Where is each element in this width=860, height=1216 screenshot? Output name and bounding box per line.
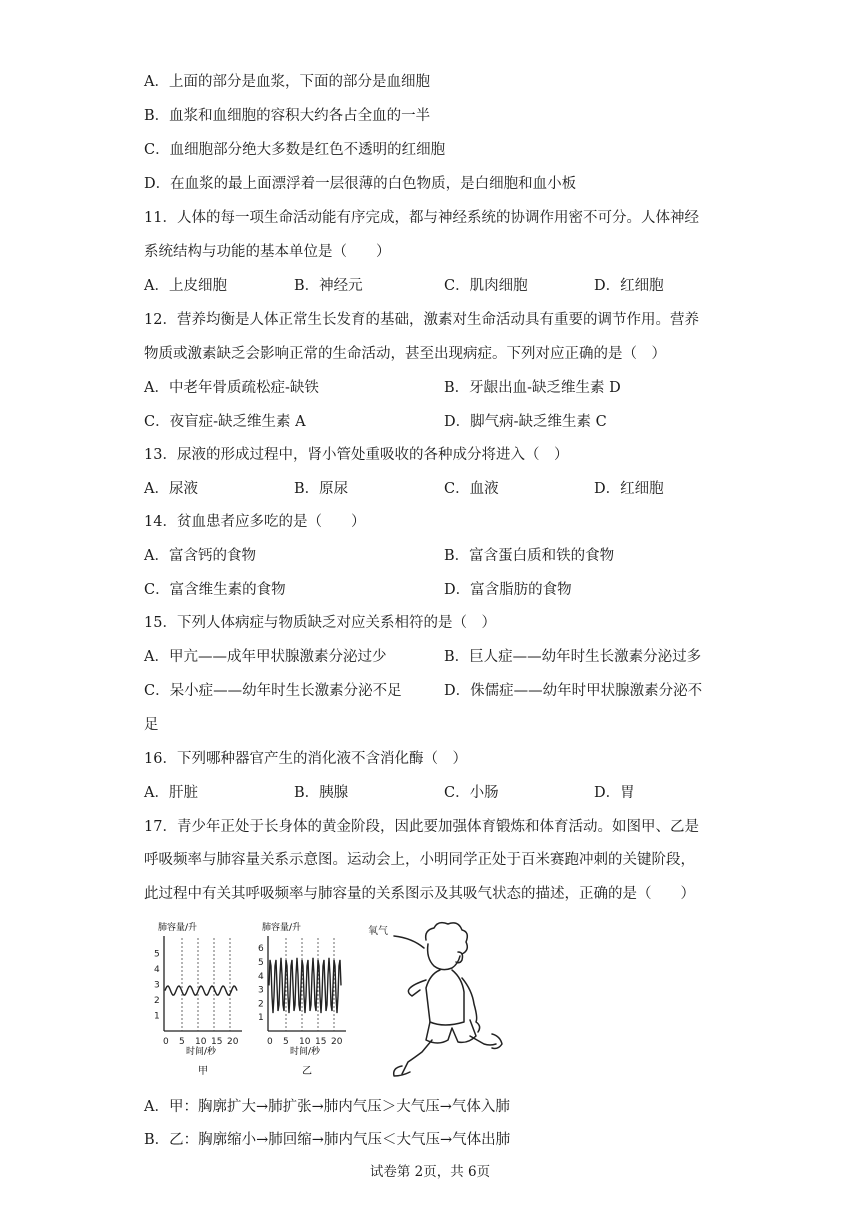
q17-option-b: B．乙：胸廓缩小→肺回缩→肺内气压＜大气压→气体出肺 xyxy=(144,1132,511,1148)
yi-ytick-label: 4 xyxy=(258,971,264,982)
chart-jia-xticks xyxy=(163,1037,239,1047)
chart-yi-yticks xyxy=(258,944,264,1023)
chart-yi-xticks xyxy=(267,1037,343,1047)
q15-option-d-continuation: 足 xyxy=(144,717,159,733)
q10-option-d: D．在血浆的最上面漂浮着一层很薄的白色物质，是白细胞和血小板 xyxy=(144,176,577,192)
q11-option-c: C．肌肉细胞 xyxy=(444,278,528,294)
yi-xtick-label: 5 xyxy=(283,1037,289,1047)
jia-xtick-label: 20 xyxy=(227,1037,239,1047)
q14-option-a: A．富含钙的食物 xyxy=(144,548,256,564)
q11-stem-line1: 11．人体的每一项生命活动能有序完成，都与神经系统的协调作用密不可分。人体神经 xyxy=(144,210,699,226)
q11-option-d: D．红细胞 xyxy=(594,278,664,294)
q13-option-b: B．原尿 xyxy=(294,481,349,497)
q12-option-c: C．夜盲症-缺乏维生素 A xyxy=(144,414,306,430)
jia-ytick-label: 3 xyxy=(154,980,160,991)
chart-yi-lung-volume-curve xyxy=(269,958,341,1013)
q16-option-c: C．小肠 xyxy=(444,785,499,801)
chart-yi xyxy=(258,921,346,1077)
chart-yi-caption: 乙 xyxy=(302,1066,312,1077)
jia-xtick-label: 15 xyxy=(211,1037,223,1047)
chart-jia-xlabel: 时间/秒 xyxy=(186,1047,217,1057)
q15-option-d: D．侏儒症——幼年时甲状腺激素分泌不 xyxy=(444,683,703,699)
q16-stem: 16．下列哪种器官产生的消化液不含消化酶（ ） xyxy=(144,751,467,767)
runner-face xyxy=(428,944,460,970)
q12-option-d: D．脚气病-缺乏维生素 C xyxy=(444,414,607,430)
yi-ytick-label: 3 xyxy=(258,985,264,996)
q17-stem-line3: 此过程中有关其呼吸频率与肺容量的关系图示及其吸气状态的描述，正确的是（ ） xyxy=(144,886,695,902)
q16-option-d: D．胃 xyxy=(594,785,635,801)
chart-jia-gridlines xyxy=(182,938,230,1031)
q10-option-c: C．血细胞部分绝大多数是红色不透明的红细胞 xyxy=(144,142,446,158)
chart-jia-yticks xyxy=(154,949,160,1021)
jia-xtick-label: 5 xyxy=(179,1037,185,1047)
jia-ytick-label: 2 xyxy=(154,995,160,1006)
q14-stem: 14．贫血患者应多吃的是（ ） xyxy=(144,514,366,530)
q13-stem: 13．尿液的形成过程中，肾小管处重吸收的各种成分将进入（ ） xyxy=(144,447,569,463)
q10-option-a: A．上面的部分是血浆，下面的部分是血细胞 xyxy=(144,74,430,90)
runner-hair xyxy=(426,923,468,954)
chart-yi-xlabel: 时间/秒 xyxy=(290,1047,321,1057)
q17-option-a: A．甲：胸廓扩大→肺扩张→肺内气压＞大气压→气体入肺 xyxy=(144,1099,510,1115)
yi-ytick-label: 6 xyxy=(258,944,264,955)
q12-option-b: B．牙龈出血-缺乏维生素 D xyxy=(444,380,621,396)
yi-xtick-label: 20 xyxy=(331,1037,343,1047)
q15-option-c: C．呆小症——幼年时生长激素分泌不足 xyxy=(144,683,402,699)
runner-body xyxy=(426,970,464,1025)
runner-left-arm xyxy=(408,980,426,996)
jia-ytick-label: 5 xyxy=(154,949,160,960)
q17-stem-line1: 17．青少年正处于长身体的黄金阶段，因此要加强体育锻炼和体育活动。如图甲、乙是 xyxy=(144,819,699,835)
runner-oxygen-label: 氧气 xyxy=(368,926,388,937)
q11-option-b: B．神经元 xyxy=(294,278,363,294)
q13-option-c: C．血液 xyxy=(444,481,499,497)
chart-jia-lung-volume-curve xyxy=(165,986,237,995)
runner-right-shoe xyxy=(492,1034,502,1049)
q13-option-d: D．红细胞 xyxy=(594,481,664,497)
yi-ytick-label: 2 xyxy=(258,999,264,1010)
q11-option-a: A．上皮细胞 xyxy=(144,278,227,294)
q14-option-c: C．富含维生素的食物 xyxy=(144,582,286,598)
yi-ytick-label: 1 xyxy=(258,1013,264,1024)
chart-jia xyxy=(154,921,242,1077)
q14-option-d: D．富含脂肪的食物 xyxy=(444,582,572,598)
runner-left-leg xyxy=(402,1040,432,1074)
q16-option-b: B．胰腺 xyxy=(294,785,349,801)
jia-xtick-label: 0 xyxy=(163,1037,169,1047)
yi-xtick-label: 15 xyxy=(315,1037,327,1047)
q17-stem-line2: 呼吸频率与肺容量关系示意图。运动会上，小明同学正处于百米赛跑冲刺的关键阶段， xyxy=(144,852,695,868)
jia-xtick-label: 10 xyxy=(195,1037,207,1047)
yi-xtick-label: 0 xyxy=(267,1037,273,1047)
q15-option-a: A．甲亢——成年甲状腺激素分泌过少 xyxy=(144,649,387,665)
q13-option-a: A．尿液 xyxy=(144,481,198,497)
jia-ytick-label: 1 xyxy=(154,1011,160,1022)
jia-ytick-label: 4 xyxy=(154,964,160,975)
chart-yi-ylabel: 肺容量/升 xyxy=(262,923,302,933)
oxygen-arrow xyxy=(394,936,424,948)
page-footer: 试卷第 2页，共 6页 xyxy=(369,1164,491,1180)
yi-ytick-label: 5 xyxy=(258,957,264,968)
q10-option-b: B．血浆和血细胞的容积大约各占全血的一半 xyxy=(144,108,431,124)
yi-xtick-label: 10 xyxy=(299,1037,311,1047)
runner-illustration xyxy=(368,923,502,1076)
q15-option-b: B．巨人症——幼年时生长激素分泌过多 xyxy=(444,649,702,665)
q12-stem-line2: 物质或激素缺乏会影响正常的生命活动，甚至出现病症。下列对应正确的是（ ） xyxy=(144,346,666,362)
q16-option-a: A．肝脏 xyxy=(144,785,198,801)
q17-figure xyxy=(150,918,520,1078)
chart-jia-ylabel: 肺容量/升 xyxy=(158,923,198,933)
q14-option-b: B．富含蛋白质和铁的食物 xyxy=(444,548,615,564)
q12-stem-line1: 12．营养均衡是人体正常生长发育的基础，激素对生命活动具有重要的调节作用。营养 xyxy=(144,312,699,328)
chart-jia-caption: 甲 xyxy=(198,1066,208,1077)
q15-stem: 15．下列人体病症与物质缺乏对应关系相符的是（ ） xyxy=(144,615,496,631)
q11-stem-line2: 系统结构与功能的基本单位是（ ） xyxy=(144,244,391,260)
runner-left-shoe xyxy=(394,1066,410,1076)
q12-option-a: A．中老年骨质疏松症-缺铁 xyxy=(144,380,319,396)
